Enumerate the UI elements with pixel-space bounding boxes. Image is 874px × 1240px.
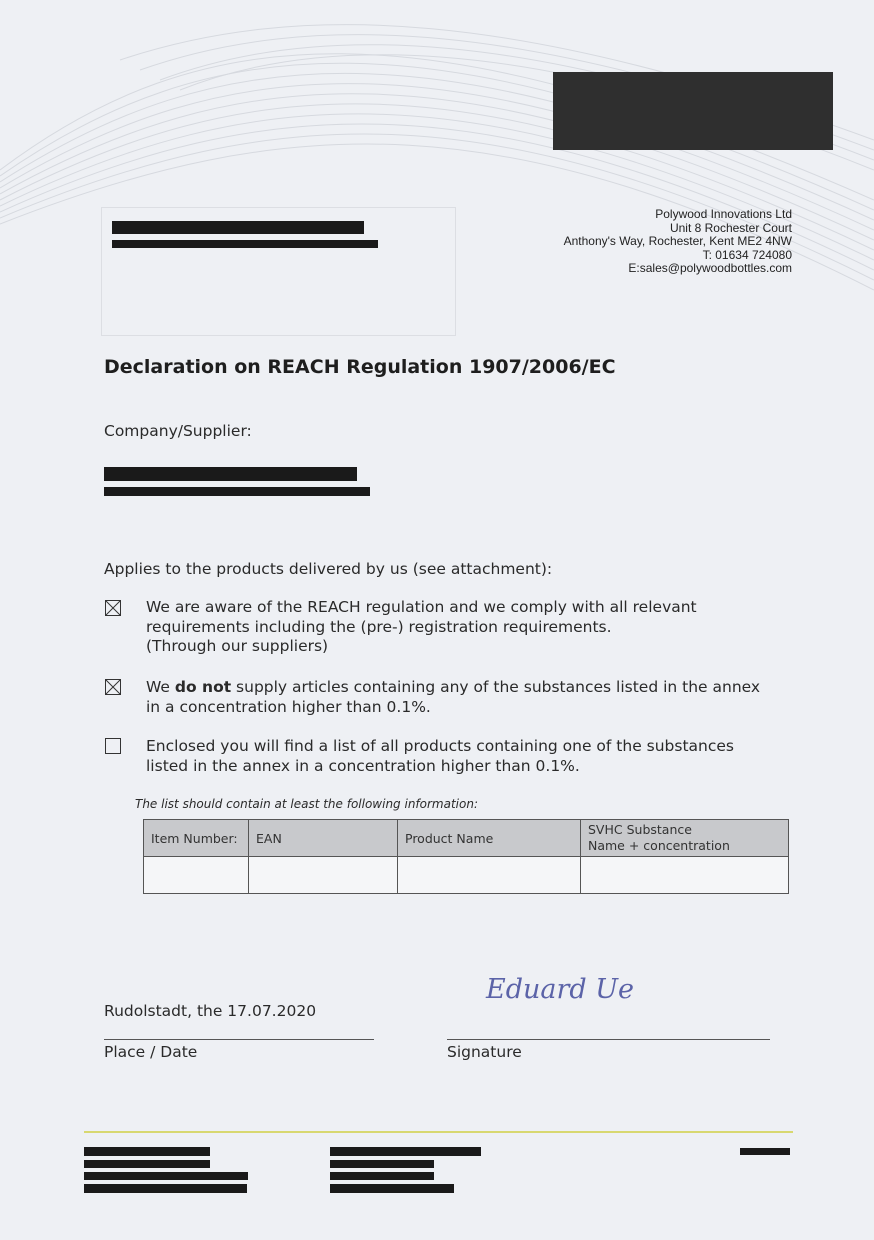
redacted-company-name [104, 467, 357, 481]
place-date-label: Place / Date [104, 1043, 198, 1061]
checkbox-reach-compliance[interactable] [105, 600, 121, 616]
document-title: Declaration on REACH Regulation 1907/2006/EC [104, 356, 616, 378]
redacted-company-address [104, 487, 370, 496]
place-date-value: Rudolstadt, the 17.07.2020 [104, 1002, 317, 1020]
checkbox-no-svhc[interactable] [105, 679, 121, 695]
place-date-line [104, 1039, 374, 1040]
header-svhc: SVHC Substance Name + concentration [581, 820, 789, 857]
signature-label: Signature [447, 1043, 522, 1061]
redacted-footer-col2-line3 [330, 1172, 434, 1180]
sender-email: E:sales@polywoodbottles.com [628, 261, 792, 275]
table-header-row [144, 820, 789, 857]
footer-divider [84, 1131, 793, 1133]
redacted-footer-col3 [740, 1148, 790, 1155]
company-label: Company/Supplier: [104, 422, 252, 440]
sender-company: Polywood Innovations Ltd [655, 207, 792, 221]
cell-svhc[interactable] [581, 857, 789, 894]
item-reach-compliance-text: We are aware of the REACH regulation and we comply with all relevant requirements including the (pre-) registration requirements. (Through our suppliers) [146, 598, 697, 655]
applies-text: Applies to the products delivered by us (see attachment): [104, 560, 553, 578]
redacted-footer-col2-line2 [330, 1160, 434, 1168]
redacted-recipient-name [112, 221, 364, 234]
redacted-logo [553, 72, 833, 150]
header-product-name: Product Name [398, 820, 581, 857]
redacted-footer-col1-line3 [84, 1172, 248, 1180]
redacted-footer-col1-line1 [84, 1147, 210, 1156]
header-item-number: Item Number: [144, 820, 249, 857]
svg-text:Eduard Ue: Eduard Ue [486, 974, 634, 1005]
redacted-footer-col2-line4 [330, 1184, 454, 1193]
cell-ean[interactable] [249, 857, 398, 894]
handwritten-signature [482, 964, 702, 1014]
sender-address [564, 208, 792, 276]
table-row [144, 857, 789, 894]
sender-line1: Unit 8 Rochester Court [669, 220, 792, 235]
cell-item-number[interactable] [144, 857, 249, 894]
sender-line2: Anthony's Way, Rochester, Kent ME2 4NW [563, 234, 792, 248]
svhc-list-table [143, 819, 789, 894]
redacted-footer-col1-line2 [84, 1160, 210, 1168]
checkbox-enclosed-list[interactable] [105, 738, 121, 754]
item-enclosed-list-text: Enclosed you will find a list of all products containing one of the substances listed in the annex in a concentration higher than 0.1%. [146, 737, 735, 775]
header-ean: EAN [249, 820, 398, 857]
redacted-recipient-address [112, 240, 378, 248]
redacted-footer-col2-line1 [330, 1147, 481, 1156]
list-note: The list should contain at least the following information: [135, 797, 478, 811]
redacted-footer-col1-line4 [84, 1184, 247, 1193]
sender-phone: T: 01634 724080 [702, 247, 792, 262]
item-no-svhc-text: We do not supply articles containing any of the substances listed in the annex in a concentration higher than 0.1%. [146, 678, 761, 716]
signature-line [447, 1039, 770, 1040]
cell-product-name[interactable] [398, 857, 581, 894]
